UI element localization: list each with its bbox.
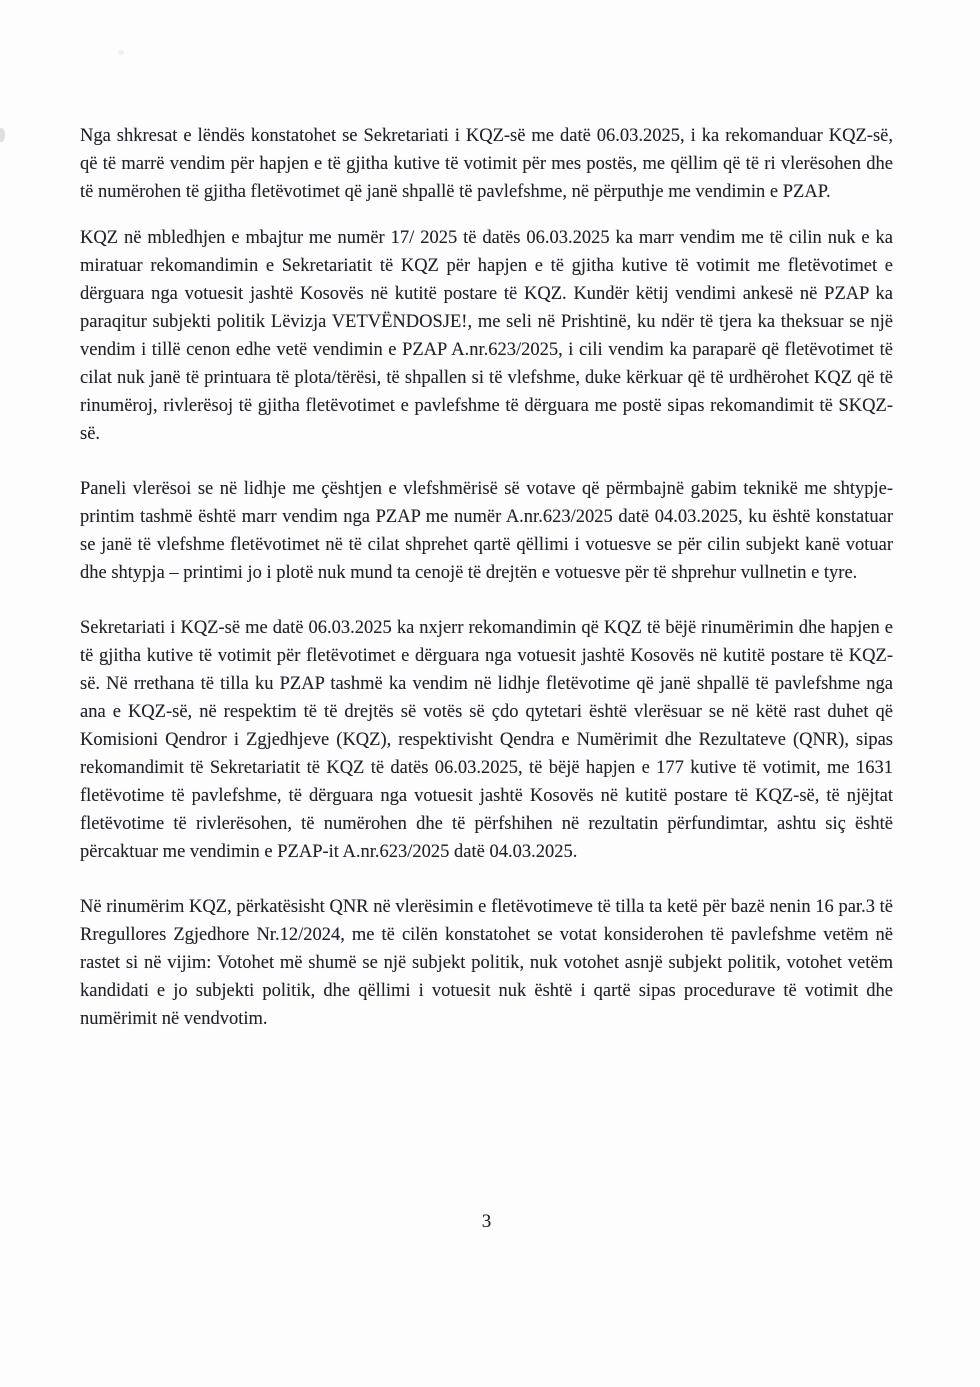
document-body (80, 122, 893, 1060)
page-number: 3 (481, 1211, 492, 1232)
paragraph-2: KQZ në mbledhjen e mbajtur me numër 17/ 2025 të datës 06.03.2025 ka marr vendim me të cilin nuk e ka miratuar rekomandimin e Sekretariatit të KQZ për hapjen e të gjitha kutive të votimit me fletëvotimet e dërguara nga votuesit jashtë Kosovës në kutitë postare të KQZ. Kundër këtij vendimi ankesë në PZAP ka paraqitur subjekti politik Lëvizja VETVËNDOSJE!, me seli në Prishtinë, ku ndër të tjera ka theksuar se një vendim i tillë cenon edhe vetë vendimin e PZAP A.nr.623/2025, i cili vendim ka paraparë që fletëvotimet të cilat nuk janë të printuara të plota/tërësi, të shpallen si të vlefshme, duke kërkuar që të urdhërohet KQZ që të rinumëroj, rivlerësoj të gjitha fletëvotimet e pavlefshme të dërguara me postë sipas rekomandimit të SKQZ-së. (80, 228, 893, 444)
paragraph-1: Nga shkresat e lëndës konstatohet se Sekretariati i KQZ-së me datë 06.03.2025, i ka rekomanduar KQZ-së, që të marrë vendim për hapjen e të gjitha kutive të votimit për mes postës, me qëllim që të ri vlerësohen dhe të numërohen të gjitha fletëvotimet që janë shpallë të pavlefshme, në përputhje me vendimin e PZAP. (80, 126, 893, 202)
scan-artifact (118, 50, 124, 55)
paragraph-5: Në rinumërim KQZ, përkatësisht QNR në vlerësimin e fletëvotimeve të tilla ta ketë për bazë nenin 16 par.3 të Rregullores Zgjedhore Nr.12/2024, me të cilën konstatohet se votat konsiderohen të pavlefshme vetëm në rastet si në vijim: Votohet më shumë se një subjekt politik, nuk votohet asnjë subjekt politik, votohet vetëm kandidati e jo subjekti politik, dhe qëllimi i votuesit nuk është i qartë sipas procedurave të votimit dhe numërimit në vendvotim. (80, 897, 893, 1029)
paragraph-4: Sekretariati i KQZ-së me datë 06.03.2025 ka nxjerr rekomandimin që KQZ të bëjë rinumërimin dhe hapjen e të gjitha kutive të votimit për fletëvotimet e dërguara nga votuesit jashtë Kosovës në kutitë postare të KQZ-së. Në rrethana të tilla ku PZAP tashmë ka vendim në lidhje fletëvotime që janë shpallë të pavlefshme nga ana e KQZ-së, në respektim të të drejtës së votës së çdo qytetari është vlerësuar se në këtë rast duhet që Komisioni Qendror i Zgjedhjeve (KQZ), respektivisht Qendra e Numërimit dhe Rezultateve (QNR), sipas rekomandimit të Sekretariatit të KQZ të datës 06.03.2025, të bëjë hapjen e 177 kutive të votimit, me 1631 fletëvotime të pavlefshme, të dërguara nga votuesit jashtë Kosovës në kutitë postare të KQZ-së, të njëjtat fletëvotime të rivlerësohen, të numërohen dhe të përfshihen në rezultatin përfundimtar, ashtu siç është përcaktuar me vendimin e PZAP-it A.nr.623/2025 datë 04.03.2025. (80, 618, 893, 862)
scan-artifact (0, 128, 5, 142)
paragraph-3: Paneli vlerësoi se në lidhje me çështjen e vlefshmërisë së votave që përmbajnë gabim teknikë me shtypje-printim tashmë është marr vendim nga PZAP me numër A.nr.623/2025 datë 04.03.2025, ku është konstatuar se janë të vlefshme fletëvotimet në të cilat shprehet qartë qëllimi i votuesve se për cilin subjekt kanë votuar dhe shtypja – printimi jo i plotë nuk mund ta cenojë të drejtën e votuesve për të shprehur vullnetin e tyre. (80, 479, 893, 583)
